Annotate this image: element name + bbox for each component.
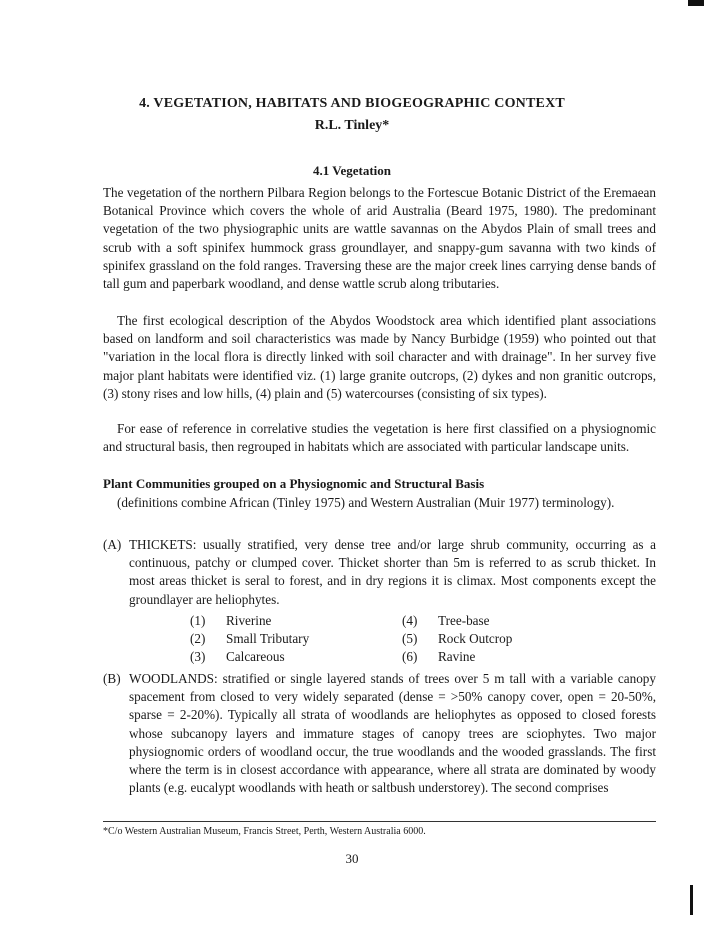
list-number: (4)	[402, 613, 418, 628]
author-line: R.L. Tinley*	[314, 118, 390, 133]
list-label: Small Tributary	[226, 631, 310, 646]
list-label: Calcareous	[226, 649, 285, 664]
paragraph-2: The first ecological description of the Abydos Woodstock area which identified plant associations based on landform and soil characteristics was made by Nancy Burbidge (1959) who pointed out that "variation in the local flora is directly linked with soil character and with drainage". In her survey five major plant habitats were identified viz. (1) large granite outcrops, (2) dykes and non granitic outcrops, (3) stony rises and low hills, (4) plain and (5) watercourses (consisting of six types).	[103, 313, 656, 401]
subheading: Plant Communities grouped on a Physiognomic and Structural Basis	[103, 476, 485, 491]
list-number: (2)	[190, 631, 206, 646]
scan-edge-mark	[688, 0, 704, 6]
list-item-thickets	[103, 536, 656, 609]
chapter-title: 4. VEGETATION, HABITATS AND BIOGEOGRAPHIC CONTEXT	[139, 96, 565, 111]
list-marker: (A)	[103, 537, 122, 552]
list-number: (3)	[190, 649, 206, 664]
footnote: *C/o Western Australian Museum, Francis Street, Perth, Western Australia 6000.	[103, 826, 426, 837]
list-item	[190, 612, 390, 630]
list-item	[190, 648, 390, 666]
list-item	[402, 630, 602, 648]
list-label: Ravine	[438, 649, 476, 664]
list-marker: (B)	[103, 671, 121, 686]
list-label: Riverine	[226, 613, 272, 628]
scan-edge-mark	[690, 885, 693, 915]
page-number: 30	[345, 851, 359, 866]
footnote-divider	[103, 821, 656, 822]
list-item	[190, 630, 390, 648]
section-heading: 4.1 Vegetation	[313, 163, 391, 178]
list-item-woodlands	[103, 670, 656, 797]
list-number: (6)	[402, 649, 418, 664]
list-number: (5)	[402, 631, 418, 646]
list-item	[402, 648, 602, 666]
paragraph-1: The vegetation of the northern Pilbara Region belongs to the Fortescue Botanic District of the Eremaean Botanical Province which covers the whole of arid Australia (Beard 1975, 1980). The predominant vegetation of the two physiographic units are wattle savannas on the Abydos Plain of small trees and scrub with a soft spinifex hummock grass groundlayer, and snappy-gum savanna with two kinds of spinifex grassland on the fold ranges. Traversing these are the major creek lines carrying dense bands of tall gum and paperbark woodland, and dense wattle scrub along tributaries.	[103, 185, 656, 292]
list-label: Tree-base	[438, 613, 490, 628]
subheading-note: (definitions combine African (Tinley 1975) and Western Australian (Muir 1977) terminology).	[117, 495, 615, 510]
list-item-text: WOODLANDS: stratified or single layered stands of trees over 5 m tall with a variable canopy spacement from closed to very widely separated (dense = >50% canopy cover, open = 20-50%, sparse = 2-20%). Typically all strata of woodlands are heliophytes as opposed to closed forests whose subcanopy layers and immature stages of canopy trees are sciophytes. Two major physiognomic orders of woodland occur, the true woodlands and the wooded grasslands. The first where the term is in closest accordance with appearance, where all strata are dominated by woody plants (e.g. eucalypt woodlands with heath or saltbush understorey). The second comprises	[129, 671, 656, 796]
list-item-text: THICKETS: usually stratified, very dense tree and/or large shrub community, occurring as a continuous, patchy or clumped cover. Thicket shorter than 5m is referred to as scrub thicket. In most areas thicket is seral to forest, and in dry regions it is climax. Most components except the groundlayer are heliophytes.	[129, 537, 656, 607]
list-label: Rock Outcrop	[438, 631, 513, 646]
list-number: (1)	[190, 613, 206, 628]
list-item	[402, 612, 602, 630]
paragraph-3: For ease of reference in correlative studies the vegetation is here first classified on a physiognomic and structural basis, then regrouped in habitats which are associated with particular landscape units.	[103, 421, 656, 455]
